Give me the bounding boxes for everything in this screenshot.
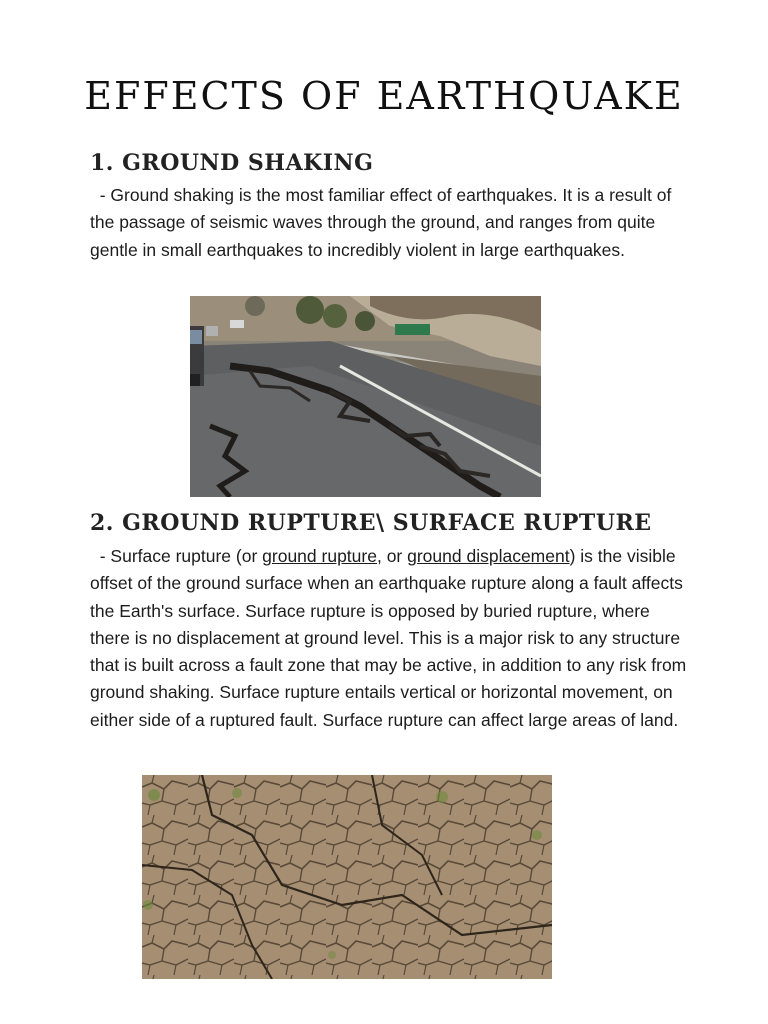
ground-displacement-link[interactable]: ground displacement [407, 546, 570, 566]
page-title: EFFECTS OF EARTHQUAKE [84, 74, 684, 118]
paragraph-text: - Surface rupture (or [90, 546, 263, 566]
cracked-earth-photo [142, 775, 552, 979]
paragraph-text: , or [376, 546, 408, 566]
section-paragraph-ground-rupture [90, 543, 690, 734]
paragraph-text: ) is the visible offset of the ground surface when an earthquake rupture along a fault affects the Earth's surface. Surface rupture is opposed by buried rupture, where there is no displacement at ground level. This is a major risk to any structure that is built across a fault zone that may be active, in addition to any risk from ground shaking. Surface rupture entails vertical or horizontal movement, on either side of a ruptured fault. Surface rupture can affect large areas of land. [90, 546, 692, 730]
cracked-road-photo [190, 296, 541, 497]
section-heading-ground-shaking: 1. GROUND SHAKING [90, 150, 374, 176]
section-paragraph-ground-shaking: - Ground shaking is the most familiar effect of earthquakes. It is a result of the passage of seismic waves through the ground, and ranges from quite gentle in small earthquakes to incredibly violent in large earthquakes. [90, 185, 677, 260]
cracked-road-illustration [190, 296, 541, 497]
section-heading-ground-rupture: 2. GROUND RUPTURE\ SURFACE RUPTURE [90, 510, 652, 536]
cracked-earth-illustration [142, 775, 552, 979]
ground-rupture-link[interactable]: ground rupture [262, 546, 377, 566]
